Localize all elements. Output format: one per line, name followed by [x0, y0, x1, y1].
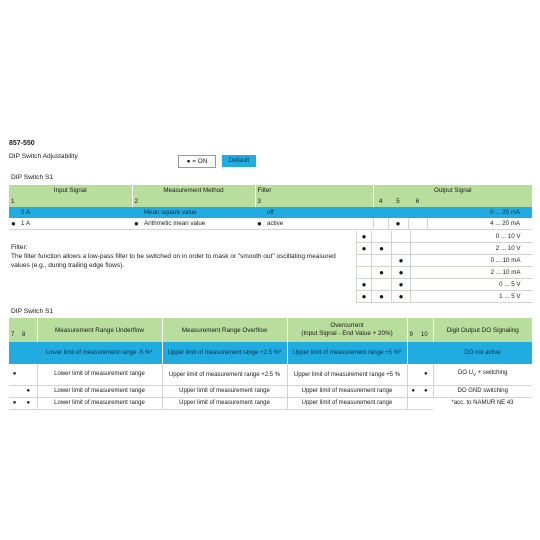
out8-s4: ●: [357, 291, 372, 303]
out4-s5: ●: [372, 243, 392, 255]
r2-s10: ●: [419, 364, 433, 386]
out5-s5: [372, 255, 392, 267]
row2-sw1: ●: [9, 218, 19, 230]
out7-s5: [372, 279, 392, 291]
table2-label: DIP Switch S1: [11, 308, 54, 315]
out8-s6: ●: [392, 291, 411, 303]
row2-sw3: ●: [255, 218, 265, 230]
table1-label: DIP Switch S1: [11, 174, 54, 181]
hdr-overcurrent-line2: (Input Signal - End Value + 20%): [301, 330, 393, 337]
hdr-overcurrent: [287, 318, 407, 342]
group-filter: Filter: [255, 185, 373, 196]
product-code: 857-550: [9, 140, 35, 147]
r1-underflow: Lower limit of measurement range -5 %*: [37, 342, 162, 364]
hdr-digit-output: Digit Output DO Signaling: [433, 318, 532, 342]
out7-s4: ●: [357, 279, 372, 291]
out3-s5: [372, 231, 392, 243]
filter-note-title: Filter:: [11, 244, 28, 251]
out6-value: 2 ... 10 mA: [411, 267, 533, 279]
out2-s4: [373, 218, 388, 230]
r3-s7: [9, 386, 20, 398]
switch-4: 4: [373, 196, 388, 207]
row2-input: 1 A: [19, 218, 132, 230]
r2-s9: [407, 364, 419, 386]
r4-s8: ●: [20, 398, 37, 410]
legend-default: Default: [222, 155, 256, 167]
switch-5: 5: [388, 196, 408, 207]
switch-8: 8: [20, 318, 37, 342]
out2-s6: [408, 218, 427, 230]
row1-method: Mean square value: [142, 207, 255, 218]
switch-9: 9: [407, 318, 419, 342]
r3-digit: DO GND switching: [433, 386, 532, 398]
r1-overcurrent: Upper limit of measurement range +5 %*: [287, 342, 407, 364]
r2-digit: [433, 364, 532, 386]
out5-s4: [357, 255, 372, 267]
dip-table-1: [9, 185, 532, 230]
page-subtitle: DIP Switch Adjustability: [9, 153, 78, 160]
hdr-overflow: Measurement Range Overflow: [162, 318, 287, 342]
out3-value: 0 ... 10 V: [411, 231, 533, 243]
output-signal-table: [356, 231, 533, 303]
row1-sw1: [9, 207, 19, 218]
out5-value: 0 ... 10 mA: [411, 255, 533, 267]
r1-digit: DO not active: [433, 342, 532, 364]
r2-s7: ●: [9, 364, 20, 386]
out1-s5: [388, 207, 408, 218]
r1-s7: [9, 342, 20, 364]
out5-s6: ●: [392, 255, 411, 267]
r4-s9: [407, 398, 419, 410]
switch-7: 7: [9, 318, 20, 342]
r4-overflow: Upper limit of measurement range: [162, 398, 287, 410]
dip-table-2: [9, 318, 532, 410]
out7-s6: ●: [392, 279, 411, 291]
r3-s8: ●: [20, 386, 37, 398]
out1-s6: [408, 207, 427, 218]
row1-sw3: [255, 207, 265, 218]
out2-s5: ●: [388, 218, 408, 230]
out4-s4: ●: [357, 243, 372, 255]
out8-s5: ●: [372, 291, 392, 303]
switch-6: 6: [408, 196, 427, 207]
row1-input: 5 A: [19, 207, 132, 218]
out1-s4: [373, 207, 388, 218]
out6-s6: ●: [392, 267, 411, 279]
out3-s4: ●: [357, 231, 372, 243]
r2-digit-sub: V: [472, 372, 476, 378]
r4-s7: ●: [9, 398, 20, 410]
group-output-signal: Output Signal: [373, 185, 532, 196]
switch-10: 10: [419, 318, 433, 342]
r1-s9: [407, 342, 419, 364]
namur-footnote: *acc. to NAMUR NE 43: [451, 400, 514, 407]
row1-filter: off: [265, 207, 373, 218]
hdr-underflow: Measurement Range Underflow: [37, 318, 162, 342]
out4-s6: [392, 243, 411, 255]
out7-value: 0 ... 5 V: [411, 279, 533, 291]
r2-digit-tail: + switching: [477, 370, 508, 377]
switch-3: 3: [255, 196, 265, 207]
r2-underflow: Lower limit of measurement range: [37, 364, 162, 386]
r3-s10: ●: [419, 386, 433, 398]
row2-method: Arithmetic mean value: [142, 218, 255, 230]
out2-value: 4 ... 20 mA: [427, 218, 532, 230]
filter-note-text: The filter function allows a low-pass filter to be switched on in order to mask or "smooth out" oscillating measured values (e.g., during trailing edge flows).: [11, 253, 336, 269]
switch-2: 2: [132, 196, 142, 207]
r4-overcurrent: Upper limit of measurement range: [287, 398, 407, 410]
row2-sw2: ●: [132, 218, 142, 230]
r3-s9: ●: [407, 386, 419, 398]
out8-value: 1 ... 5 V: [411, 291, 533, 303]
r3-underflow: Lower limit of measurement range: [37, 386, 162, 398]
group-input-signal: Input Signal: [9, 185, 132, 196]
legend-on: ● = ON: [178, 155, 216, 168]
r1-s8: [20, 342, 37, 364]
r2-s8: [20, 364, 37, 386]
row2-filter: active: [265, 218, 373, 230]
r1-s10: [419, 342, 433, 364]
r2-overcurrent: Upper limit of measurement range +5 %: [287, 364, 407, 386]
r2-overflow: Upper limit of measurement range +2.5 %: [162, 364, 287, 386]
r2-digit-main: DO U: [457, 370, 473, 377]
out6-s4: [357, 267, 372, 279]
r4-underflow: Lower limit of measurement range: [37, 398, 162, 410]
out6-s5: ●: [372, 267, 392, 279]
r4-s10: [419, 398, 433, 410]
row1-sw2: [132, 207, 142, 218]
r3-overcurrent: Upper limit of measurement range: [287, 386, 407, 398]
switch-1: 1: [9, 196, 19, 207]
group-measurement-method: Measurement Method: [132, 185, 255, 196]
hdr-overcurrent-line1: Overcurrent: [330, 322, 364, 329]
out3-s6: [392, 231, 411, 243]
r3-overflow: Upper limit of measurement range: [162, 386, 287, 398]
out1-value: 0 ... 20 mA: [427, 207, 532, 218]
r1-overflow: Upper limit of measurement range +2.5 %*: [162, 342, 287, 364]
out4-value: 2 ... 10 V: [411, 243, 533, 255]
